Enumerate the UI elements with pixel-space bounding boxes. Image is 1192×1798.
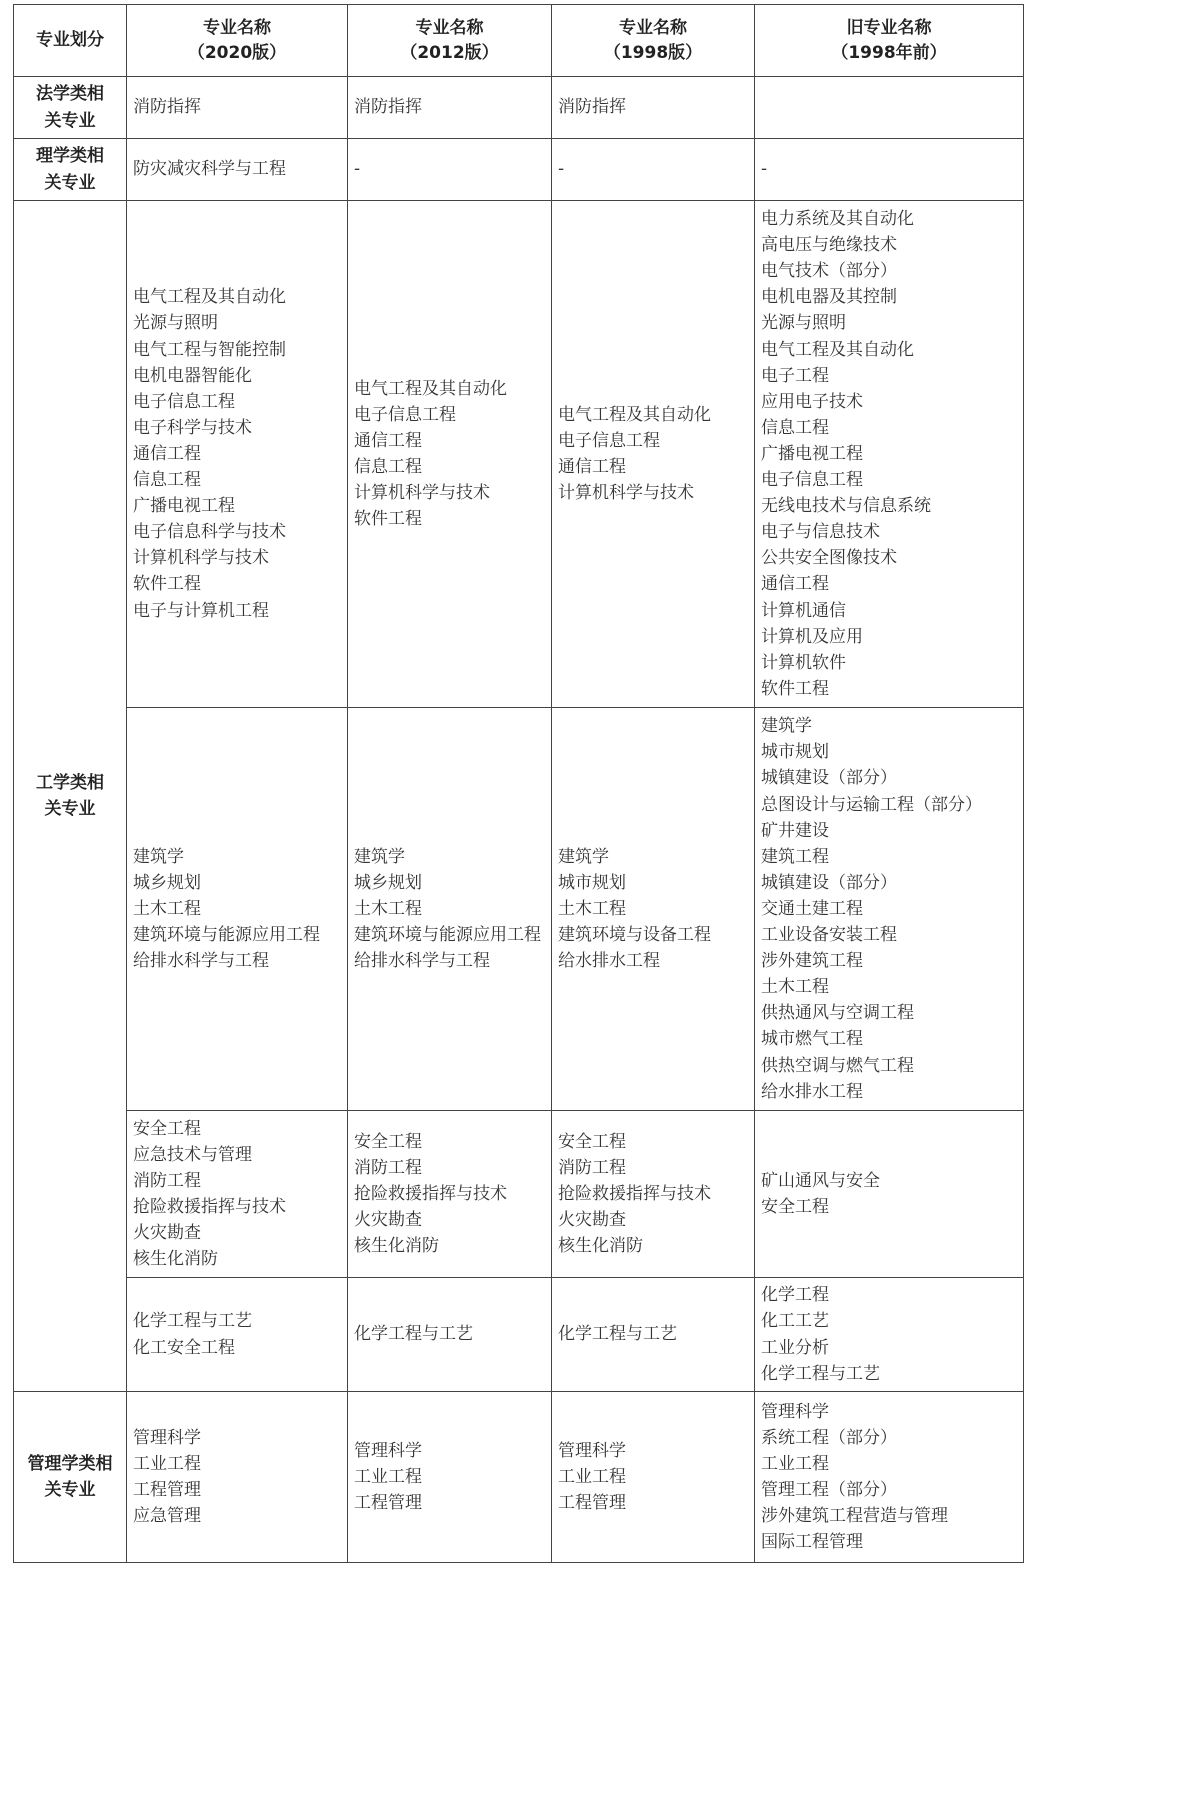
major-name: 消防指挥 xyxy=(133,97,201,118)
header-1998 xyxy=(552,5,755,77)
major-name: 化学工程 xyxy=(761,1285,829,1306)
major-name: 电子与计算机工程 xyxy=(133,600,269,621)
header-text: 专业名称 xyxy=(415,17,484,38)
major-name: 安全工程 xyxy=(761,1197,829,1217)
header-2020 xyxy=(127,5,348,77)
major-name: 计算机通信 xyxy=(761,600,846,621)
major-name: 给排水科学与工程 xyxy=(133,951,269,972)
major-name: 电子信息工程 xyxy=(558,430,660,451)
major-name: 软件工程 xyxy=(761,678,829,699)
major-name: 电子科学与技术 xyxy=(133,417,252,438)
cell-2012 xyxy=(348,201,552,708)
category-cell xyxy=(14,1392,127,1563)
cell-old xyxy=(755,201,1024,708)
major-name: 电子信息科学与技术 xyxy=(133,522,286,543)
major-name: 无线电技术与信息系统 xyxy=(761,496,931,517)
major-name: 抢险救援指挥与技术 xyxy=(133,1197,286,1217)
major-name: 涉外建筑工程 xyxy=(761,951,863,972)
major-name: - xyxy=(558,159,565,180)
major-name: 城市规划 xyxy=(761,742,829,763)
cell-2012 xyxy=(348,1111,552,1278)
major-name: 土木工程 xyxy=(761,977,829,998)
major-name: 建筑学 xyxy=(761,716,812,737)
major-name: 计算机软件 xyxy=(761,652,846,673)
major-name: 消防工程 xyxy=(558,1157,626,1178)
cell-old xyxy=(755,139,1024,201)
major-name: 通信工程 xyxy=(354,430,422,451)
major-name: 电气技术（部分） xyxy=(761,261,897,282)
majors-table xyxy=(13,4,1024,1563)
major-name: 工业工程 xyxy=(133,1453,201,1474)
cell-old xyxy=(755,708,1024,1111)
cell-1998 xyxy=(552,1392,755,1563)
major-name: 应用电子技术 xyxy=(761,391,863,412)
major-name: 广播电视工程 xyxy=(761,443,863,464)
major-name: 抢险救援指挥与技术 xyxy=(558,1183,711,1204)
cell-2020 xyxy=(127,77,348,139)
cell-2012 xyxy=(348,708,552,1111)
major-name: 消防指挥 xyxy=(354,97,422,118)
major-name: 化学工程与工艺 xyxy=(354,1324,473,1345)
major-name: 火灾勘查 xyxy=(558,1210,626,1231)
cell-2020 xyxy=(127,708,348,1111)
cell-old xyxy=(755,1392,1024,1563)
major-name: 管理科学 xyxy=(133,1427,201,1448)
major-name: 土木工程 xyxy=(558,898,626,919)
major-name: 电气工程及其自动化 xyxy=(761,339,914,360)
major-name: 工业工程 xyxy=(761,1453,829,1474)
header-text: （1998年前） xyxy=(831,42,947,63)
major-name: 光源与照明 xyxy=(133,313,218,334)
header-category xyxy=(14,5,127,77)
major-name: 城市规划 xyxy=(558,872,626,893)
category-label: 关专业 xyxy=(44,110,96,131)
major-name: 火灾勘查 xyxy=(354,1210,422,1231)
table-body xyxy=(14,77,1024,1563)
major-name: 建筑环境与能源应用工程 xyxy=(133,925,320,946)
major-name: 化工工艺 xyxy=(761,1311,829,1332)
major-name: 工业工程 xyxy=(354,1466,422,1487)
cell-2020 xyxy=(127,1392,348,1563)
major-name: 电气工程及其自动化 xyxy=(558,404,711,425)
table-row xyxy=(14,201,1024,708)
major-name: 建筑环境与能源应用工程 xyxy=(354,925,541,946)
major-name: 电子信息工程 xyxy=(354,404,456,425)
cell-1998 xyxy=(552,1278,755,1392)
cell-2020 xyxy=(127,201,348,708)
category-label: 关专业 xyxy=(44,1480,96,1500)
category-label: 关专业 xyxy=(44,172,96,193)
major-name: 信息工程 xyxy=(354,457,422,477)
table-row xyxy=(14,1392,1024,1563)
major-name: - xyxy=(761,159,768,180)
major-name: 管理科学 xyxy=(354,1440,422,1461)
cell-1998 xyxy=(552,201,755,708)
major-name: 供热空调与燃气工程 xyxy=(761,1055,914,1076)
major-name: 城乡规划 xyxy=(133,872,201,893)
category-label: 管理学类相 xyxy=(27,1453,113,1474)
major-name: 电机电器及其控制 xyxy=(761,287,897,308)
major-name: 核生化消防 xyxy=(354,1236,439,1257)
major-name: 火灾勘查 xyxy=(133,1223,201,1244)
major-name: 电子信息工程 xyxy=(761,470,863,491)
major-name: 供热通风与空调工程 xyxy=(761,1003,914,1024)
major-name: 总图设计与运输工程（部分） xyxy=(761,794,982,815)
major-name: 矿井建设 xyxy=(761,820,829,841)
header-text: （2012版） xyxy=(400,42,499,63)
table-row xyxy=(14,708,1024,1111)
major-name: 信息工程 xyxy=(133,470,201,491)
major-name: 通信工程 xyxy=(558,457,626,477)
major-name: 计算机科学与技术 xyxy=(354,483,490,504)
major-name: 给水排水工程 xyxy=(558,951,660,972)
cell-1998 xyxy=(552,1111,755,1278)
table-row xyxy=(14,1278,1024,1392)
major-name: 消防指挥 xyxy=(558,97,626,118)
cell-1998 xyxy=(552,708,755,1111)
major-name: 建筑环境与设备工程 xyxy=(558,925,711,946)
major-name: 化工安全工程 xyxy=(133,1337,235,1358)
major-name: 涉外建筑工程营造与管理 xyxy=(761,1506,948,1527)
major-name: 化学工程与工艺 xyxy=(558,1324,677,1345)
major-name: 应急管理 xyxy=(133,1506,201,1527)
category-label: 关专业 xyxy=(44,799,96,819)
major-name: 应急技术与管理 xyxy=(133,1144,252,1165)
table-row xyxy=(14,1111,1024,1278)
major-name: 建筑学 xyxy=(558,846,609,867)
major-name: 核生化消防 xyxy=(133,1249,218,1270)
major-name: 系统工程（部分） xyxy=(761,1427,897,1448)
cell-1998 xyxy=(552,139,755,201)
major-name: 工程管理 xyxy=(133,1480,201,1500)
header-text: （2020版） xyxy=(187,42,287,63)
major-name: 信息工程 xyxy=(761,417,829,438)
major-name: 建筑学 xyxy=(133,846,184,867)
header-text: 旧专业名称 xyxy=(846,17,932,38)
cell-old xyxy=(755,1278,1024,1392)
major-name: 电气工程及其自动化 xyxy=(354,378,507,399)
major-name: 抢险救援指挥与技术 xyxy=(354,1183,507,1204)
major-name: 安全工程 xyxy=(133,1118,201,1139)
category-label: 工学类相 xyxy=(36,772,104,793)
cell-2020 xyxy=(127,139,348,201)
majors-table-container xyxy=(13,4,1024,1563)
major-name: - xyxy=(354,159,361,180)
major-name: 国际工程管理 xyxy=(761,1532,863,1553)
major-name: 软件工程 xyxy=(133,574,201,595)
major-name: 电气工程与智能控制 xyxy=(133,339,286,360)
major-name: 消防工程 xyxy=(354,1157,422,1178)
cell-old xyxy=(755,77,1024,139)
major-name: 城镇建设（部分） xyxy=(761,768,897,789)
header-text: 专业划分 xyxy=(36,30,104,50)
table-row xyxy=(14,77,1024,139)
major-name: 电气工程及其自动化 xyxy=(133,287,286,308)
major-name: 土木工程 xyxy=(133,898,201,919)
cell-1998 xyxy=(552,77,755,139)
category-label: 法学类相 xyxy=(36,84,104,105)
category-cell xyxy=(14,201,127,1392)
major-name: 城镇建设（部分） xyxy=(761,872,897,893)
cell-2020 xyxy=(127,1111,348,1278)
major-name: 管理科学 xyxy=(761,1401,829,1422)
table-row xyxy=(14,139,1024,201)
major-name: 管理工程（部分） xyxy=(761,1480,897,1500)
major-name: 矿山通风与安全 xyxy=(761,1170,880,1191)
major-name: 城市燃气工程 xyxy=(761,1029,863,1050)
major-name: 安全工程 xyxy=(558,1131,626,1152)
major-name: 工程管理 xyxy=(354,1493,422,1514)
major-name: 安全工程 xyxy=(354,1131,422,1152)
category-label: 理学类相 xyxy=(36,146,104,167)
cell-2012 xyxy=(348,1392,552,1563)
cell-2020 xyxy=(127,1278,348,1392)
major-name: 工业工程 xyxy=(558,1466,626,1487)
major-name: 软件工程 xyxy=(354,509,422,530)
cell-2012 xyxy=(348,139,552,201)
cell-2012 xyxy=(348,1278,552,1392)
header-2012 xyxy=(348,5,552,77)
major-name: 电子工程 xyxy=(761,365,829,386)
cell-old xyxy=(755,1111,1024,1278)
major-name: 化学工程与工艺 xyxy=(761,1363,880,1384)
major-name: 通信工程 xyxy=(761,574,829,595)
major-name: 核生化消防 xyxy=(558,1236,643,1257)
header-old xyxy=(755,5,1024,77)
major-name: 消防工程 xyxy=(133,1170,201,1191)
major-name: 电力系统及其自动化 xyxy=(761,209,914,230)
header-row xyxy=(14,5,1024,77)
major-name: 电子信息工程 xyxy=(133,391,235,412)
header-text: 专业名称 xyxy=(619,17,687,38)
category-cell xyxy=(14,139,127,201)
major-name: 电子与信息技术 xyxy=(761,522,880,543)
major-name: 公共安全图像技术 xyxy=(761,548,897,569)
major-name: 给水排水工程 xyxy=(761,1081,863,1102)
major-name: 建筑工程 xyxy=(761,846,829,867)
major-name: 工业分析 xyxy=(761,1337,829,1358)
major-name: 土木工程 xyxy=(354,898,422,919)
major-name: 计算机科学与技术 xyxy=(558,483,694,504)
header-text: 专业名称 xyxy=(203,17,271,38)
major-name: 计算机科学与技术 xyxy=(133,548,269,569)
category-cell xyxy=(14,77,127,139)
major-name: 化学工程与工艺 xyxy=(133,1311,252,1332)
major-name: 城乡规划 xyxy=(354,872,422,893)
major-name: 防灾减灾科学与工程 xyxy=(133,159,286,180)
major-name: 建筑学 xyxy=(354,846,405,867)
major-name: 计算机及应用 xyxy=(761,626,863,647)
major-name: 电机电器智能化 xyxy=(133,365,252,386)
major-name: 交通土建工程 xyxy=(761,898,863,919)
major-name: 高电压与绝缘技术 xyxy=(761,235,897,256)
major-name: 通信工程 xyxy=(133,443,201,464)
major-name: 光源与照明 xyxy=(761,313,846,334)
major-name: 工程管理 xyxy=(558,1493,626,1514)
major-name: 广播电视工程 xyxy=(133,496,235,517)
header-text: （1998版） xyxy=(603,42,703,63)
cell-2012 xyxy=(348,77,552,139)
major-name: 工业设备安装工程 xyxy=(761,925,897,946)
major-name: 管理科学 xyxy=(558,1440,626,1461)
major-name: 给排水科学与工程 xyxy=(354,951,490,972)
